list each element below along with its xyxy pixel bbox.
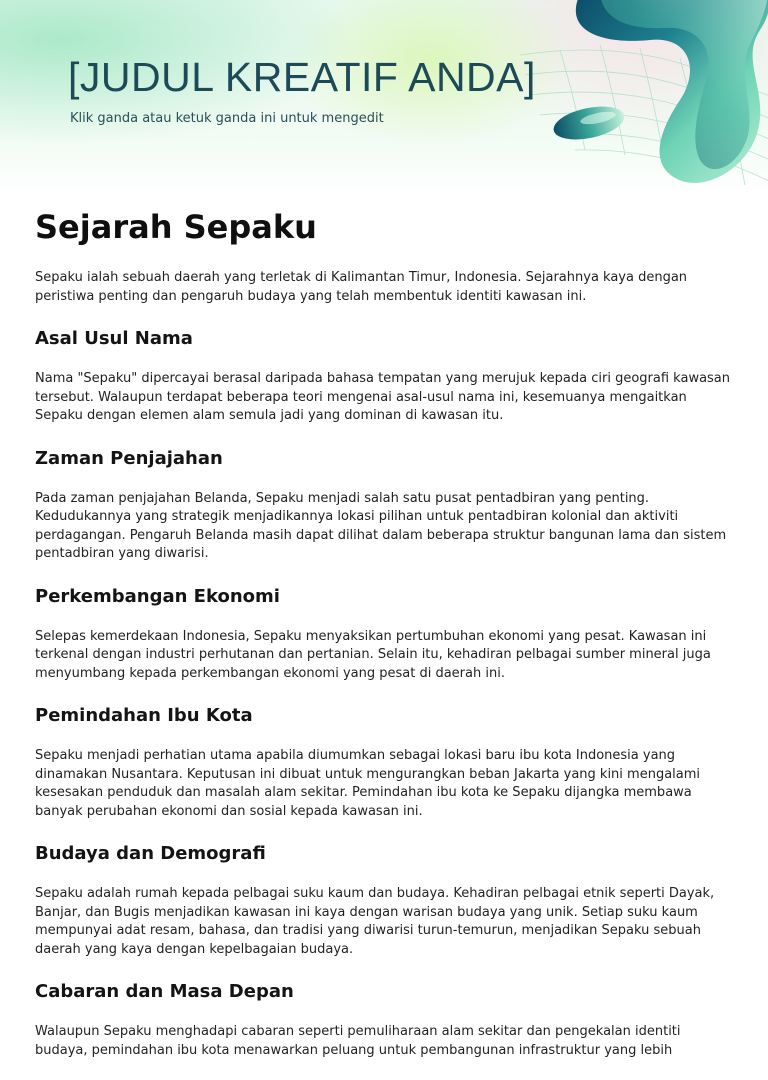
banner-title[interactable]: [JUDUL KREATIF ANDA] bbox=[68, 54, 536, 100]
banner-subtitle[interactable]: Klik ganda atau ketuk ganda ini untuk mengedit bbox=[70, 111, 384, 126]
section-heading-cabaran: Cabaran dan Masa Depan bbox=[35, 981, 294, 1002]
section-body-penjajahan: Pada zaman penjajahan Belanda, Sepaku menjadi salah satu pusat pentadbiran yang penting. Kedudukannya yang strategik menjadikannya lokasi pilihan untuk pentadbiran kolonial dan aktiviti perdagangan. Pengaruh Belanda masih dapat dilihat dalam beberapa struktur bangunan lama dan sistem pentadbiran yang diwarisi. bbox=[35, 490, 727, 561]
intro-paragraph: Sepaku ialah sebuah daerah yang terletak di Kalimantan Timur, Indonesia. Sejarahnya kaya dengan peristiwa penting dan pengaruh budaya yang telah membentuk identiti kawasan ini. bbox=[35, 270, 688, 304]
section-body-ibu-kota: Sepaku menjadi perhatian utama apabila diumumkan sebagai lokasi baru ibu kota Indonesia yang dinamakan Nusantara. Keputusan ini dibuat untuk mengurangkan beban Jakarta yang kini mengalami kesesakan penduduk dan masalah alam sekitar. Pemindahan ibu kota ke Sepaku dijangka membawa banyak perubahan ekonomi dan sosial kepada kawasan ini. bbox=[35, 748, 701, 819]
section-body-budaya: Sepaku adalah rumah kepada pelbagai suku kaum dan budaya. Kehadiran pelbagai etnik seperti Dayak, Banjar, dan Bugis menjadikan kawasan ini kaya dengan warisan budaya yang unik. Setiap suku kaum mempunyai adat resam, bahasa, dan tradisi yang diwarisi turun-temurun, menjadikan Sepaku sebuah daerah yang kaya dengan kepelbagaian budaya. bbox=[35, 886, 715, 957]
header-banner bbox=[0, 0, 768, 195]
section-heading-penjajahan: Zaman Penjajahan bbox=[35, 447, 223, 469]
section-heading-ibu-kota: Pemindahan Ibu Kota bbox=[35, 705, 253, 726]
section-heading-ekonomi: Perkembangan Ekonomi bbox=[35, 585, 280, 607]
section-body-cabaran: Walaupun Sepaku menghadapi cabaran seperti pemuliharaan alam sekitar dan pengekalan identiti budaya, pemindahan ibu kota menawarkan peluang untuk pembangunan infrastruktur yang lebih bbox=[35, 1024, 681, 1058]
section-body-ekonomi: Selepas kemerdekaan Indonesia, Sepaku menyaksikan pertumbuhan ekonomi yang pesat. Kawasan ini terkenal dengan industri perhutanan dan pertanian. Selain itu, kehadiran pelbagai sumber mineral juga menyumbang kepada perkembangan ekonomi yang pesat di daerah ini. bbox=[35, 628, 711, 681]
section-body-asal-usul: Nama "Sepaku" dipercayai berasal daripada bahasa tempatan yang merujuk kepada ciri geografi kawasan tersebut. Walaupun terdapat beberapa teori mengenai asal-usul nama ini, kesemuanya mengaitkan Sepaku dengan elemen alam semula jadi yang dominan di kawasan itu. bbox=[35, 371, 731, 423]
section-heading-asal-usul: Asal Usul Nama bbox=[35, 328, 193, 349]
article-body bbox=[35, 205, 735, 1080]
page-title: Sejarah Sepaku bbox=[35, 208, 317, 246]
section-heading-budaya: Budaya dan Demografi bbox=[35, 843, 266, 864]
